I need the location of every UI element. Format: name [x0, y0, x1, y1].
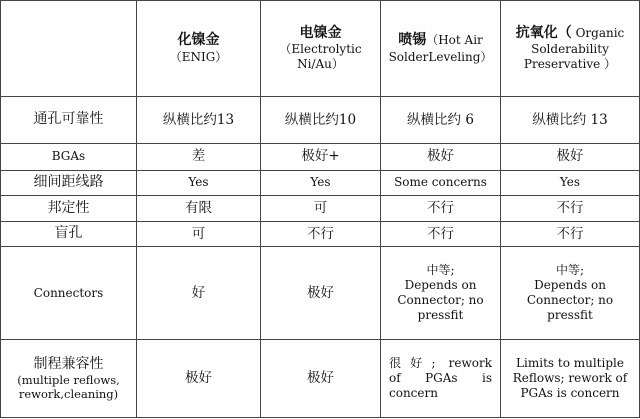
- cell-line: Connector; no: [526, 293, 614, 308]
- table-row: [1, 170, 640, 196]
- cell-osp: [501, 247, 640, 340]
- table-row: [1, 144, 640, 171]
- header-enig-zh: 化镍金: [177, 32, 220, 49]
- cell-electrolytic: 极好: [261, 247, 381, 340]
- cell-enig: 纵横比约13: [137, 97, 261, 144]
- cell-line: of PGAs is: [389, 371, 492, 386]
- cell-enig: 好: [137, 247, 261, 340]
- header-corner-cell: [1, 1, 137, 97]
- table-row: [1, 221, 640, 247]
- table-row: [1, 97, 640, 144]
- row-label-fine-pitch: 细间距线路: [1, 170, 137, 196]
- row-label-bondability: 邦定性: [1, 196, 137, 222]
- cell-electrolytic: 极好: [261, 340, 381, 418]
- cell-electrolytic: 纵横比约10: [261, 97, 381, 144]
- cell-hasl: Some concerns: [381, 170, 501, 196]
- cell-hasl: 不行: [381, 221, 501, 247]
- table-row: [1, 196, 640, 222]
- header-electrolytic-en1: （Electrolytic: [279, 42, 362, 57]
- row-label-process-compat-sub1: (multiple reflows,: [17, 373, 120, 387]
- cell-osp: 极好: [501, 144, 640, 171]
- cell-line: 中等;: [426, 263, 455, 278]
- cell-line: 很好; rework: [389, 356, 492, 371]
- header-hasl: [381, 1, 501, 97]
- row-label-bgas: BGAs: [1, 144, 137, 171]
- header-hasl-en2: SolderLeveling）: [388, 49, 493, 64]
- cell-osp: Yes: [501, 170, 640, 196]
- cell-line: pressfit: [417, 308, 464, 323]
- table-row: [1, 340, 640, 418]
- header-osp-en2: Preservative ）: [523, 57, 617, 72]
- row-label-blind-vias: 盲孔: [1, 221, 137, 247]
- header-enig: [137, 1, 261, 97]
- cell-line: Depends on: [404, 278, 477, 293]
- cell-electrolytic: 可: [261, 196, 381, 222]
- row-label-process-compat: [1, 340, 137, 418]
- header-hasl-en1: （Hot Air: [426, 33, 483, 48]
- cell-line: Depends on: [534, 278, 606, 293]
- cell-electrolytic: 不行: [261, 221, 381, 247]
- cell-line: Limits to multiple: [516, 356, 624, 371]
- cell-hasl: [381, 247, 501, 340]
- cell-hasl: [381, 340, 501, 418]
- header-electrolytic: [261, 1, 381, 97]
- cell-osp: [501, 340, 640, 418]
- cell-line: pressfit: [547, 308, 593, 323]
- header-hasl-zh: 喷锡: [398, 32, 427, 49]
- cell-hasl: 不行: [381, 196, 501, 222]
- cell-hasl: 纵横比约 6: [381, 97, 501, 144]
- cell-enig: Yes: [137, 170, 261, 196]
- header-osp-zh: 抗氧化（: [515, 24, 572, 41]
- cell-line: 中等;: [555, 263, 585, 278]
- cell-electrolytic: 极好+: [261, 144, 381, 171]
- header-electrolytic-zh: 电镍金: [299, 24, 342, 41]
- cell-osp: 不行: [501, 196, 640, 222]
- cell-osp: 纵横比约 13: [501, 97, 640, 144]
- cell-osp: 不行: [501, 221, 640, 247]
- header-osp-en1: Solderability: [531, 42, 609, 57]
- row-label-process-compat-zh: 制程兼容性: [33, 355, 104, 372]
- row-label-connectors: Connectors: [1, 247, 137, 340]
- header-electrolytic-en2: Ni/Au）: [297, 57, 344, 72]
- header-row: [1, 1, 640, 97]
- cell-line: PGAs is concern: [520, 386, 620, 401]
- cell-enig: 极好: [137, 340, 261, 418]
- cell-line: Connector; no: [397, 293, 484, 308]
- cell-electrolytic: Yes: [261, 170, 381, 196]
- header-osp: [501, 1, 640, 97]
- row-label-via-reliability: 通孔可靠性: [1, 97, 137, 144]
- row-label-process-compat-sub2: rework,cleaning): [18, 387, 119, 402]
- cell-enig: 差: [137, 144, 261, 171]
- cell-enig: 有限: [137, 196, 261, 222]
- table-row: [1, 247, 640, 340]
- cell-hasl: 极好: [381, 144, 501, 171]
- cell-line: Reflows; rework of: [512, 371, 628, 386]
- header-enig-en: （ENIG）: [169, 49, 228, 64]
- cell-line: concern: [389, 386, 438, 401]
- cell-enig: 可: [137, 221, 261, 247]
- header-osp-zh-tail: Organic: [575, 25, 625, 40]
